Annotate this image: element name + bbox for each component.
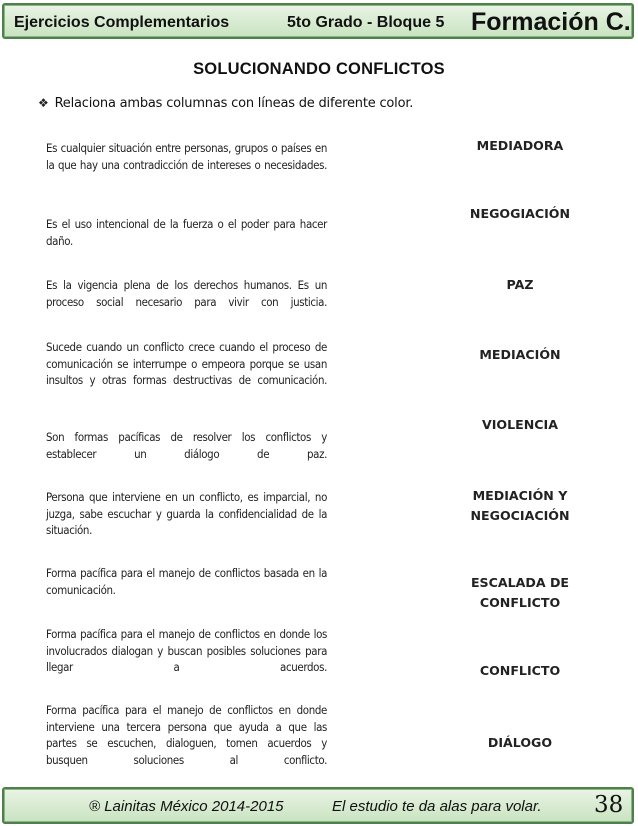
header-banner bbox=[2, 3, 634, 39]
footer-banner bbox=[2, 787, 634, 824]
definition-item: Forma pacífica para el manejo de conflictos en donde interviene una tercera persona que ayuda a que las partes se escuchen, dialoguen, tomen acuerdos y busquen soluciones al conflicto. bbox=[46, 703, 327, 767]
term-item: VIOLENCIA bbox=[482, 417, 558, 432]
term-item: ESCALADA DE CONFLICTO bbox=[470, 575, 570, 610]
term-item: CONFLICTO bbox=[479, 663, 561, 678]
diamond-bullet-icon: ❖ bbox=[38, 96, 49, 110]
term-item: MEDIACIÓN bbox=[479, 347, 561, 362]
term-item: NEGOGIACIÓN bbox=[469, 206, 571, 221]
header-course: Formación C. bbox=[471, 8, 631, 36]
footer-copyright: ® Lainitas México 2014-2015 bbox=[89, 798, 284, 815]
term-item: PAZ bbox=[506, 277, 534, 292]
definition-item: Es el uso intencional de la fuerza o el poder para hacer daño. bbox=[46, 217, 327, 248]
definition-item: Persona que interviene en un conflicto, es imparcial, no juzga, sabe escuchar y guarda la confidencialidad de la situación. bbox=[46, 490, 327, 537]
definition-item: Son formas pacíficas de resolver los conflictos y establecer un diálogo de paz. bbox=[46, 430, 327, 461]
header-subject: Ejercicios Complementarios bbox=[14, 14, 230, 31]
definition-item: Sucede cuando un conflicto crece cuando el proceso de comunicación se interrumpe o empeora porque se usan insultos y otras formas destructivas de comunicación. bbox=[46, 340, 327, 387]
instruction-text: Relaciona ambas columnas con líneas de diferente color. bbox=[54, 96, 414, 111]
term-item: MEDIADORA bbox=[476, 138, 564, 153]
term-item: DIÁLOGO bbox=[487, 735, 553, 750]
definition-item: Forma pacífica para el manejo de conflictos basada en la comunicación. bbox=[46, 566, 327, 597]
footer-motto: El estudio te da alas para volar. bbox=[332, 798, 542, 815]
page-number: 38 bbox=[594, 792, 624, 818]
header-grade-block: 5to Grado - Bloque 5 bbox=[287, 14, 445, 31]
definition-item: Es cualquier situación entre personas, grupos o países en la que hay una contradicción de intereses o necesidades. bbox=[46, 141, 327, 172]
term-item: MEDIACIÓN Y NEGOCIACIÓN bbox=[470, 488, 570, 523]
page-title: SOLUCIONANDO CONFLICTOS bbox=[193, 60, 445, 78]
definition-item: Es la vigencia plena de los derechos humanos. Es un proceso social necesario para vivir con justicia. bbox=[46, 278, 327, 309]
instruction bbox=[38, 96, 413, 111]
definition-item: Forma pacífica para el manejo de conflictos en donde los involucrados dialogan y buscan posibles soluciones para llegar a acuerdos. bbox=[46, 627, 327, 674]
